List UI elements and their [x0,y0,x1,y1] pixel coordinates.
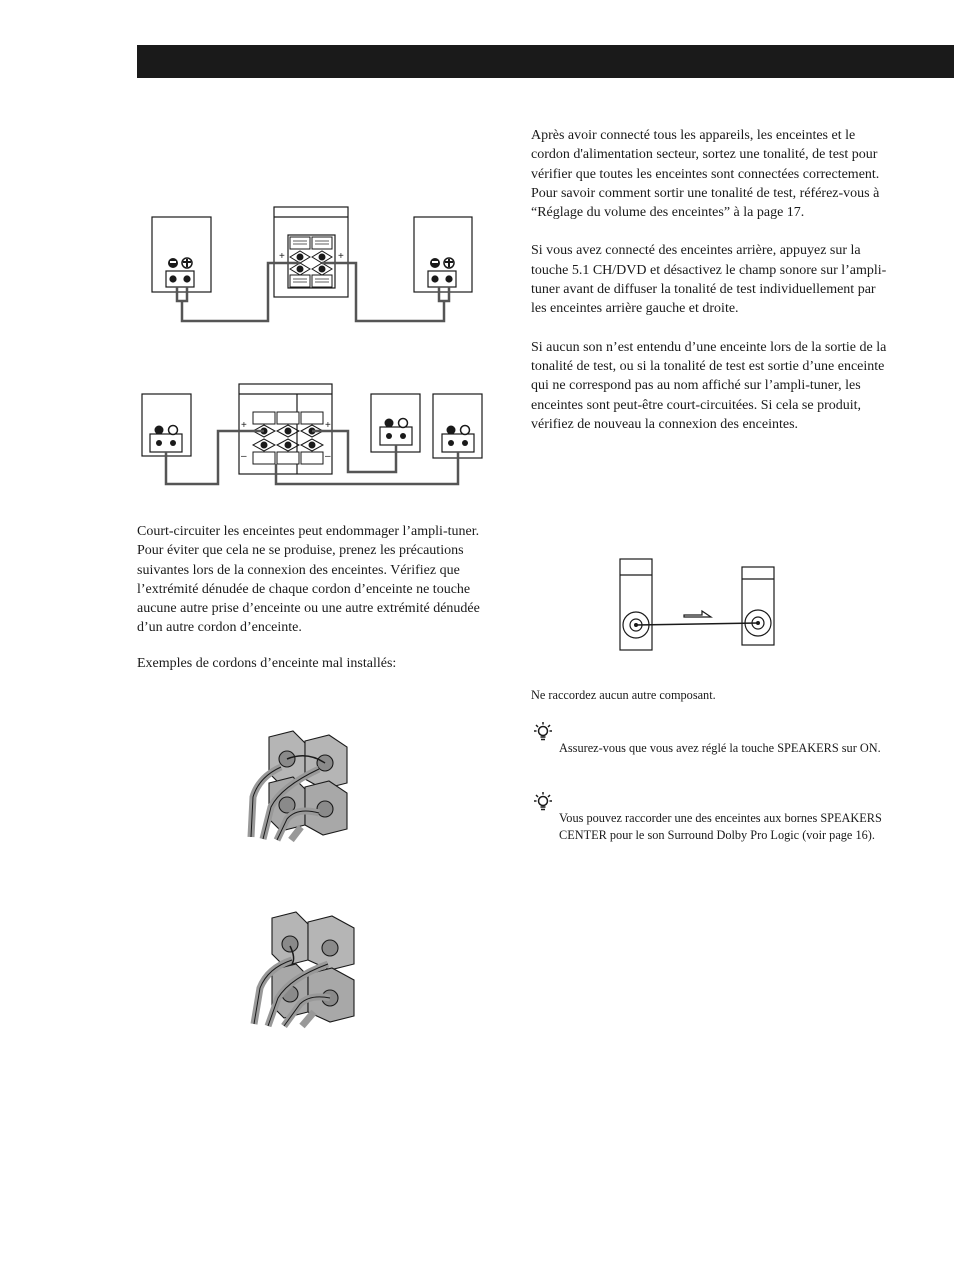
speaker-front-left [142,394,191,456]
speaker-right [414,217,472,292]
header-bar [137,45,954,78]
right-column [531,126,891,434]
bad-wiring-illustration-2 [250,908,358,1028]
paragraph-test-tone: Après avoir connecté tous les appareils, les enceintes et le cordon d'alimentation secteur, sortez une tonalité, de test pour vérifier que toutes les enceintes sont connectées correctement. Pour savoir comment sortir une tonalité de test, référez-vous à “Réglage du volume des enceintes” à la page 17. [531,128,880,221]
paragraph-rear-speakers: Si vous avez connecté des enceintes arrière, appuyez sur la touche 5.1 CH/DVD et désactivez le champ sonore sur l’ampli-tuner avant de diffuser la tonalité de test individuellement par les enceintes arrière gauche et droite. [531,243,887,317]
speaker-wiring-diagram-four [140,382,490,492]
examples-caption: Exemples de cordons d’enceinte mal installés: [137,655,397,671]
signal-direction-arrow-icon [684,611,711,617]
left-column [137,522,492,673]
speaker-rear [433,394,482,458]
plus-mark-a: + [241,420,247,431]
lightbulb-tip-icon [533,791,553,813]
tip-speakers-on: Assurez-vous que vous avez réglé la touche SPEAKERS sur ON. [559,741,881,755]
minus-mark-a: – [241,451,247,462]
plus-mark-b: + [325,420,331,431]
lightbulb-tip-icon [533,721,553,743]
tip-center-speaker: Vous pouvez raccorder une des enceintes aux bornes SPEAKERS CENTER pour le son Surround Dolby Pro Logic (voir page 16). [559,811,882,842]
bad-wiring-illustration-1 [247,727,355,841]
plus-mark-left: + [279,251,285,262]
minus-mark-b: – [325,451,331,462]
speaker-center [371,394,420,452]
plus-mark-right: + [338,251,344,262]
warning-paragraph: Court-circuiter les enceintes peut endommager l’ampli-tuner. Pour éviter que cela ne se produise, prenez les précautions suivantes lors de la connexion des enceintes. Vérifiez que l’extrémité dénudée de chaque cordon d’enceinte ne touche aucune autre prise d’enceinte ou une autre extrémité dénudée d’un autre cordon d’enceinte. [137,524,480,636]
component-connection-diagram [618,557,778,653]
speaker-left [152,217,211,292]
speaker-wiring-diagram-correct [150,205,480,325]
caption-no-other-component: Ne raccordez aucun autre composant. [531,688,716,702]
paragraph-no-sound: Si aucun son n’est entendu d’une enceinte lors de la sortie de la tonalité de test, ou si la tonalité de test est sortie d’une enceinte qui ne correspond pas au nom affiché sur l’ampli-tuner, les enceintes sont peut-être court-circuitées. Si cela se produit, vérifiez de nouveau la connexion des enceintes. [531,339,887,432]
